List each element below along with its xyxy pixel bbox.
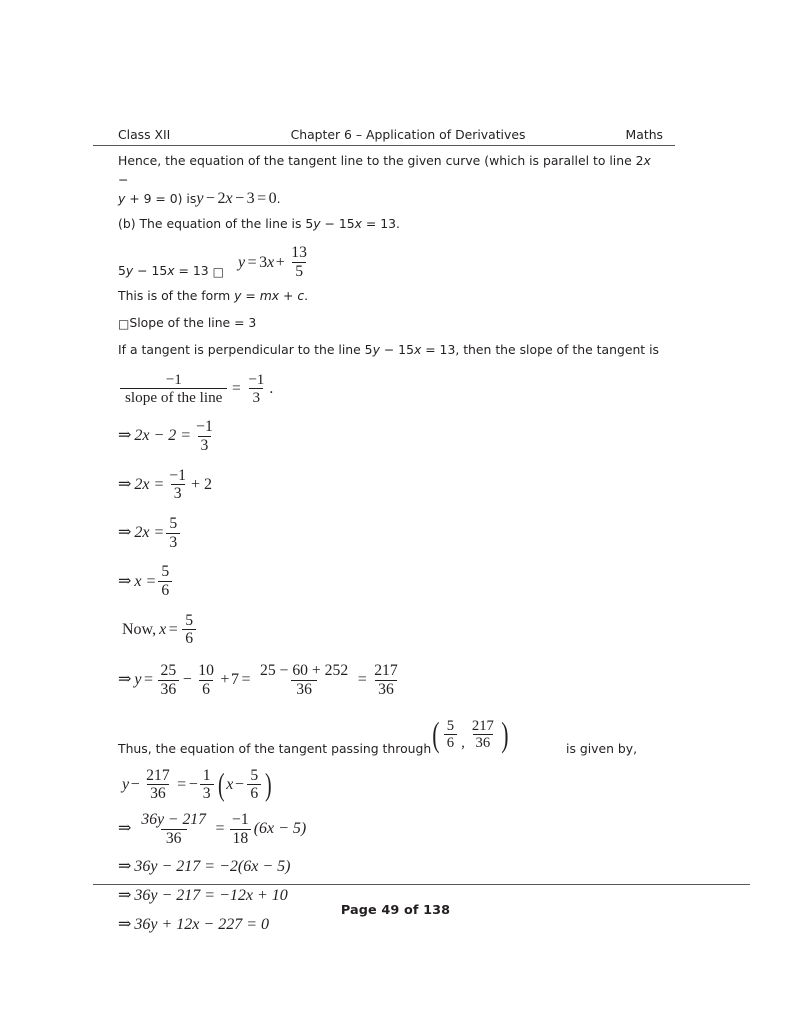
fraction-5-over-6: $\frac{5}{6}$ [247, 768, 261, 802]
equation-final-4: ⇒ 36y − 217 = −12x + 10 [118, 886, 288, 904]
equation-now-x: Now, x = $\frac{5}{6}$ [118, 613, 663, 647]
point-coordinates: ( $\frac{5}{6}$ , $\frac{217}{36}$ ) [432, 714, 509, 754]
p1-period: . [276, 190, 281, 206]
fraction-neg1-over-18: $\frac{-1}{18}$ [229, 812, 252, 846]
paragraph-b-line-equation [118, 215, 663, 234]
paragraph-hence-tangent [118, 152, 663, 209]
equation-final-3: ⇒ 36y − 217 = −2 (6x − 5) [118, 857, 291, 875]
right-paren: ) [265, 765, 272, 802]
equation-final-5: ⇒ 36y + 12x − 227 = 0 [118, 915, 269, 933]
paragraph-slope-value: □Slope of the line = 3 [118, 315, 257, 332]
fraction-36y-minus-217-over-36: $\frac{36y - 217}{36}$ [141, 810, 206, 847]
grouped-binomial: ( x − $\frac{5}{6}$ ) [217, 765, 272, 803]
row-slope-intercept [118, 241, 663, 287]
right-paren: ) [501, 714, 509, 754]
paragraph-form-of-line: This is of the form y = mx + c. [118, 288, 309, 304]
p1-var-y: y [118, 190, 126, 206]
missing-glyph-box: □ [118, 317, 130, 332]
p1-seg1: Hence, the equation of the tangent line to the given curve (which is parallel to line 2 [118, 153, 644, 168]
equation-step-1: ⇒ 2x − 2 = $\frac{-1}{3}$ [118, 419, 663, 453]
fraction-5-over-6: $\frac{5}{6}$ [158, 564, 172, 598]
fraction-5-over-3: $\frac{5}{3}$ [166, 516, 180, 550]
fraction-217-over-36: $\frac{217}{36}$ [471, 717, 494, 752]
fraction-5-over-6: $\frac{5}{6}$ [444, 719, 457, 751]
thus-text-after: is given by, [566, 740, 638, 756]
header-chapter-title: Chapter 6 – Application of Derivatives [290, 127, 526, 142]
fraction-neg1-over-3: $\frac{-1}{3}$ [248, 370, 265, 407]
p3-lhs: 5y − 15x = 13 □ [118, 263, 224, 280]
page-body [118, 152, 663, 938]
fraction-10-over-6: $\frac{10}{6}$ [198, 662, 214, 698]
equation-step-3: ⇒ 2x = $\frac{5}{3}$ [118, 516, 663, 550]
equation-slope-intercept-form: y = 3 x + $\frac{13}{5}$ [238, 245, 312, 279]
equation-final-2: ⇒ $\frac{36y - 217}{36}$ = $\frac{-1}{18}$ (6x − 5) [118, 810, 307, 847]
fraction-neg1-over-3: $\frac{-1}{3}$ [169, 466, 186, 503]
p2-prefix: (b) The equation of the line is 5 [118, 215, 314, 231]
fraction-5-over-6: $\frac{5}{6}$ [182, 613, 196, 647]
equation-perpendicular-slope: $\frac{-1}{\text{slope of the line}}$ = $\frac{-1}{3}$ . [118, 372, 273, 405]
fraction-1-over-3: $\frac{1}{3}$ [200, 768, 214, 802]
footer-divider [93, 884, 750, 885]
equation-tangent-parallel: y − 2 x − 3 = 0 [196, 190, 277, 208]
fraction-neg1-over-slope: $\frac{-1}{\text{slope of the line}}$ [120, 372, 227, 405]
left-paren: ( [217, 765, 225, 802]
fraction-neg1-over-3: $\frac{-1}{3}$ [196, 418, 213, 454]
row-perpendicular-slope [118, 372, 663, 405]
page-header [93, 127, 675, 146]
header-class-label: Class XII [118, 127, 171, 142]
p2-var-x: x [354, 215, 362, 231]
fraction-217-over-36: $\frac{217}{36}$ [146, 766, 170, 803]
left-paren: ( [432, 714, 440, 754]
p2-suffix: = 13. [361, 215, 400, 231]
equation-step-2: ⇒ 2x = $\frac{-1}{3}$ + 2 [118, 466, 213, 503]
equation-step-4: ⇒ x = $\frac{5}{6}$ [118, 564, 663, 598]
row-thus-tangent-through-point [118, 716, 663, 762]
equation-final-1: y − $\frac{217}{36}$ = − $\frac{1}{3}$ ( x − $\frac{5}{6}$ ) [118, 768, 663, 802]
equation-y-value: ⇒ y = $\frac{25}{36}$ − $\frac{10}{6}$ + 7 = $\frac{25 - 60 + 252}{36}$ = $\frac{217}{36}$ [118, 663, 663, 697]
p1-var-x: x [643, 153, 651, 168]
fraction-25-over-36: $\frac{25}{36}$ [158, 663, 180, 697]
fraction-13-over-5: $\frac{13}{5}$ [291, 244, 307, 281]
p1-seg3: + 9 = 0) is [125, 190, 197, 206]
p2-var-y: y [313, 215, 321, 231]
paragraph-perpendicular-condition: If a tangent is perpendicular to the line 5y − 15x = 13, then the slope of the tangent is [118, 342, 659, 358]
missing-glyph-box: □ [212, 265, 224, 280]
thus-text-before: Thus, the equation of the tangent passing through [118, 740, 432, 756]
fraction-217-over-36: $\frac{217}{36}$ [374, 662, 398, 698]
p1-seg2: − [118, 171, 129, 187]
fraction-sum-over-36: $\frac{25 - 60 + 252}{36}$ [259, 662, 349, 698]
p2-mid: − 15 [320, 215, 355, 231]
header-subject-label: Maths [625, 127, 663, 142]
page-number-label: Page 49 of 138 [340, 903, 451, 918]
